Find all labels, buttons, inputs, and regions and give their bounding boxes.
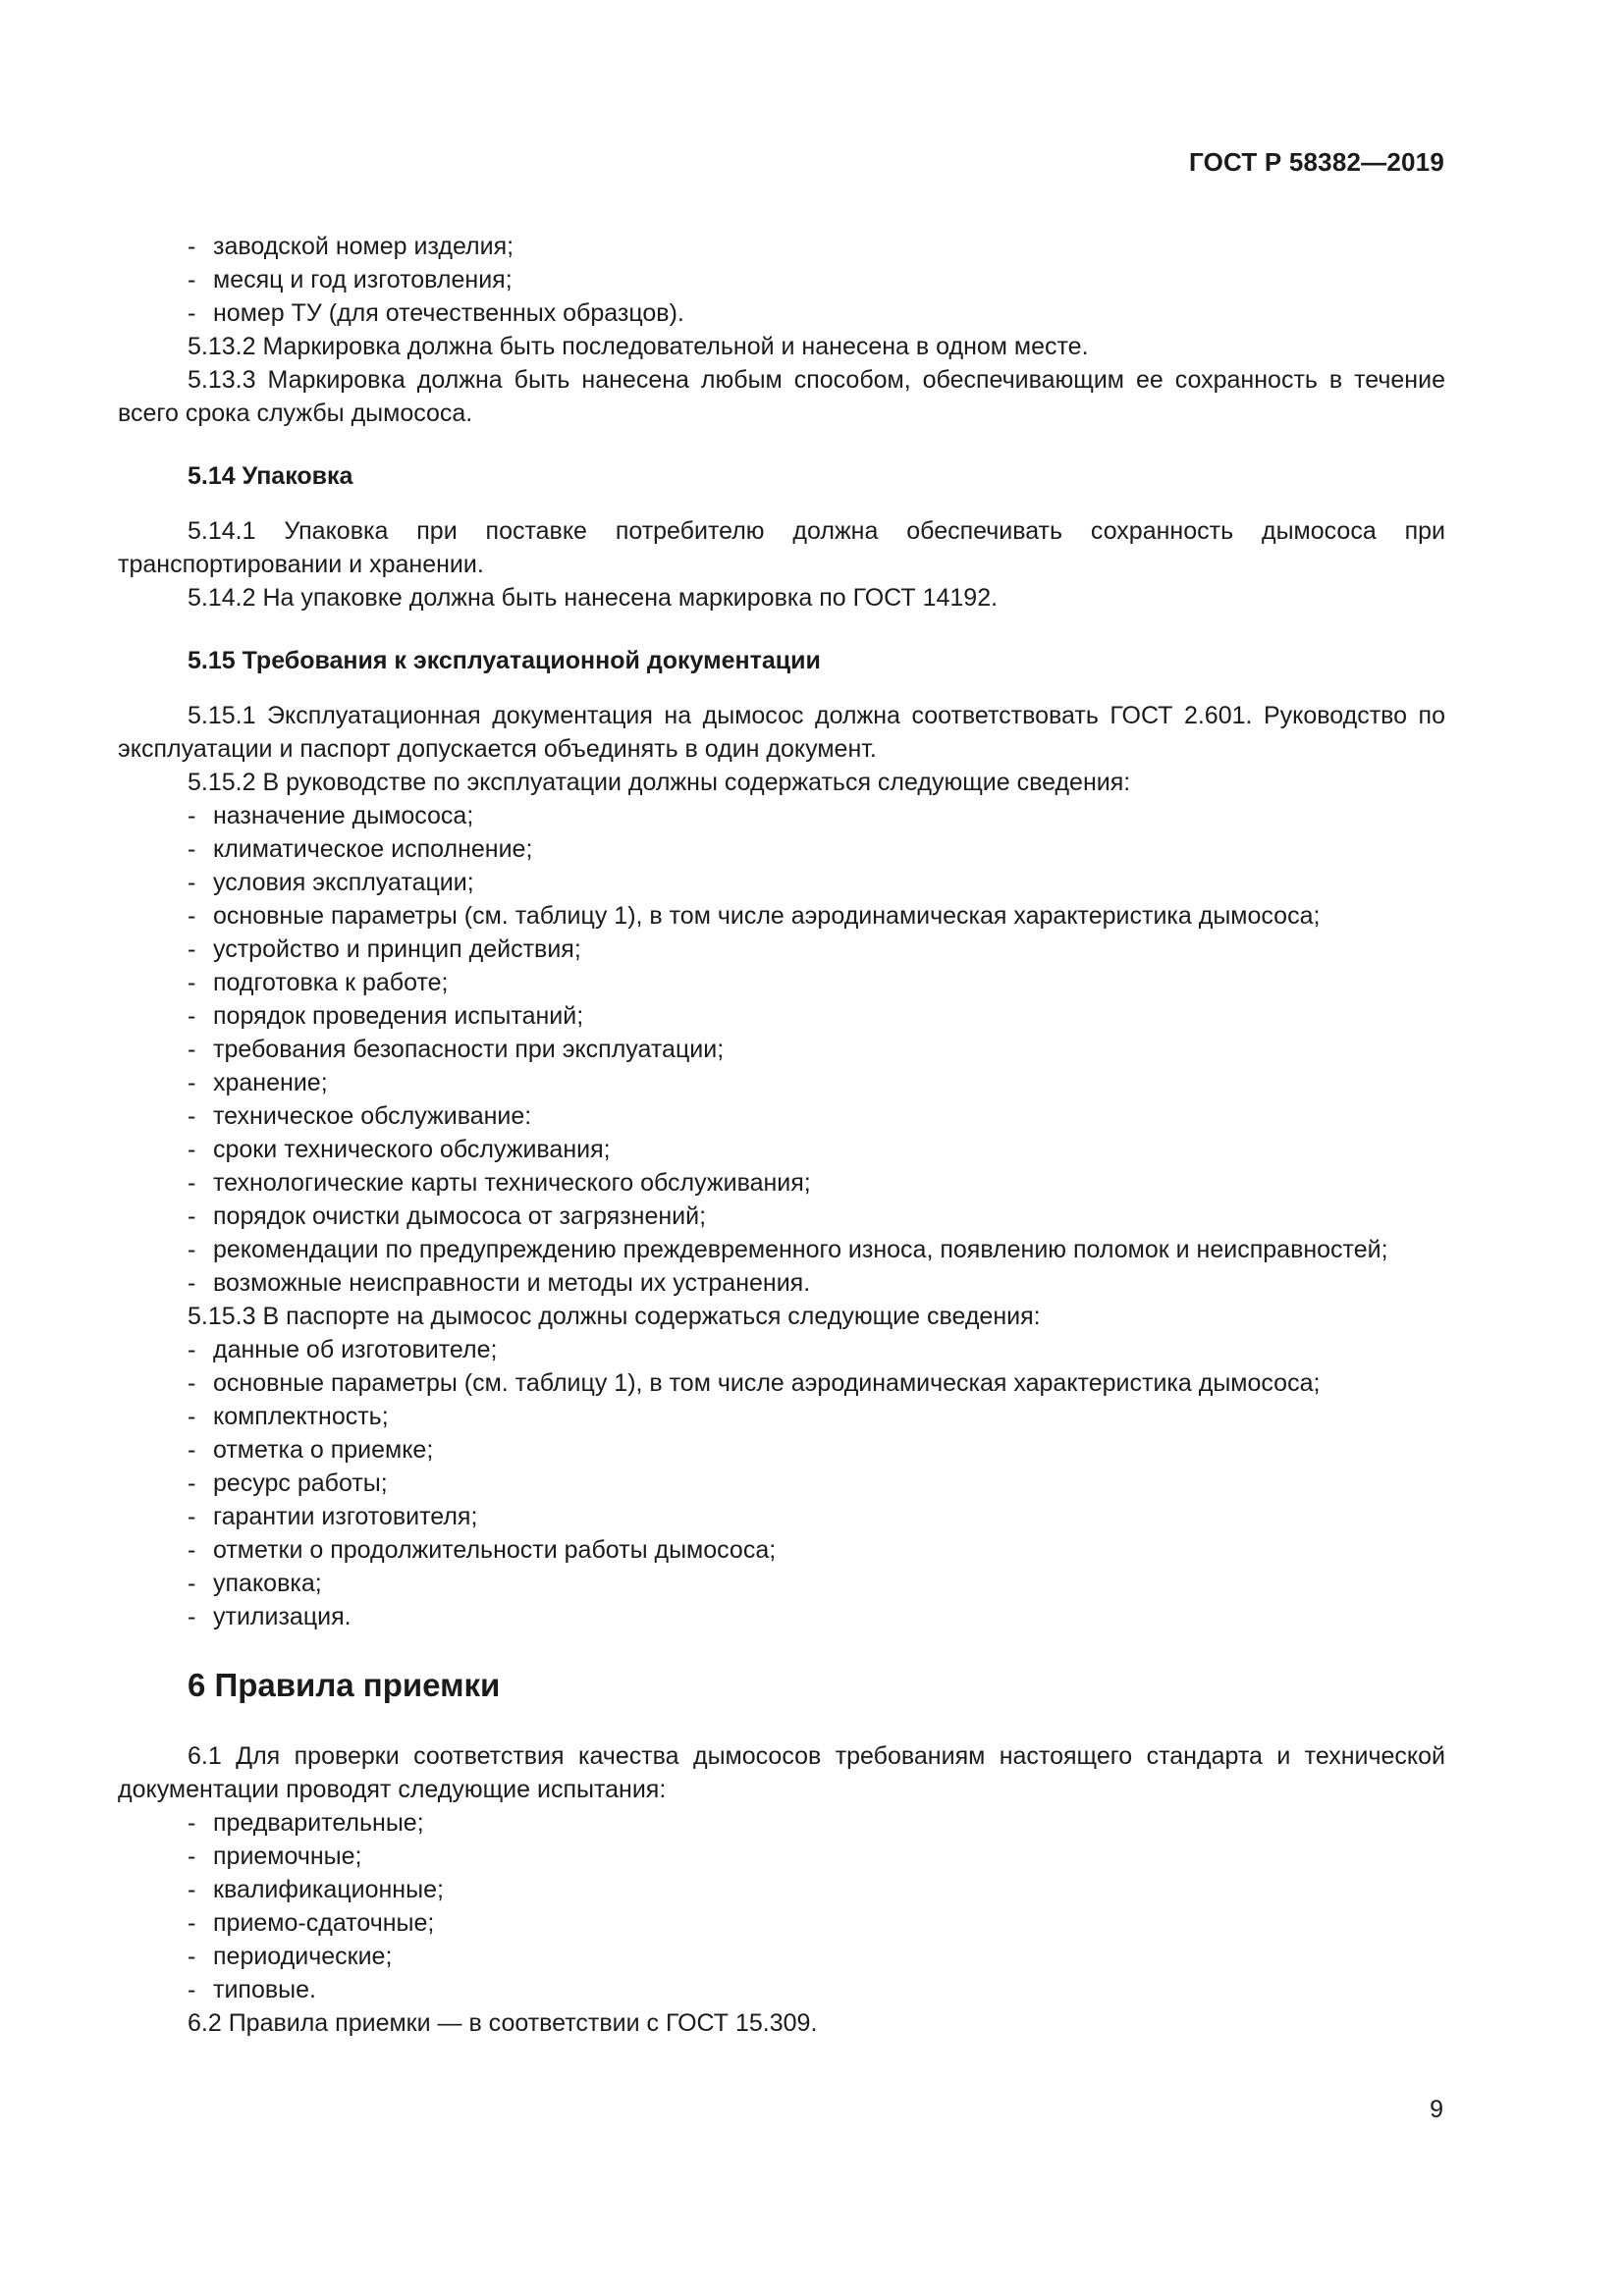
dash: - bbox=[188, 1403, 196, 1430]
dash: - bbox=[188, 1269, 196, 1297]
list-item: - квалификационные; bbox=[118, 1873, 1445, 1906]
dash: - bbox=[188, 1570, 196, 1597]
list-item: - техническое обслуживание: bbox=[118, 1099, 1445, 1133]
list-item: - основные параметры (см. таблицу 1), в том числе аэродинамическая характеристика дымососа; bbox=[118, 899, 1445, 933]
list-item: - устройство и принцип действия; bbox=[118, 933, 1445, 966]
list-item: - приемо-сдаточные; bbox=[118, 1906, 1445, 1940]
dash: - bbox=[188, 1236, 196, 1263]
dash: - bbox=[188, 1603, 196, 1630]
dash: - bbox=[188, 1976, 196, 2003]
document-id: ГОСТ Р 58382—2019 bbox=[1189, 147, 1444, 177]
dash: - bbox=[188, 869, 196, 896]
dash: - bbox=[188, 935, 196, 963]
dash: - bbox=[188, 1369, 196, 1397]
dash: - bbox=[188, 1169, 196, 1197]
list-item: - месяц и год изготовления; bbox=[118, 263, 1445, 296]
passport-contents-list bbox=[118, 1333, 1445, 1633]
list-item: - данные об изготовителе; bbox=[118, 1333, 1445, 1366]
dash: - bbox=[188, 299, 196, 327]
paragraph-5-15-3: 5.15.3 В паспорте на дымосос должны содержаться следующие сведения: bbox=[188, 1303, 1041, 1330]
dash: - bbox=[188, 1069, 196, 1096]
list-item: - подготовка к работе; bbox=[118, 966, 1445, 999]
dash: - bbox=[188, 233, 196, 260]
dash: - bbox=[188, 1336, 196, 1363]
dash: - bbox=[188, 1536, 196, 1564]
dash: - bbox=[188, 1469, 196, 1497]
dash: - bbox=[188, 1909, 196, 1937]
paragraph-5-13-2: 5.13.2 Маркировка должна быть последовательной и нанесена в одном месте. bbox=[188, 333, 1089, 360]
section-heading-5-14: 5.14 Упаковка bbox=[188, 462, 353, 490]
list-item: - гарантии изготовителя; bbox=[118, 1500, 1445, 1533]
dash: - bbox=[188, 1876, 196, 1903]
paragraph-5-14-2: 5.14.2 На упаковке должна быть нанесена маркировка по ГОСТ 14192. bbox=[188, 584, 999, 612]
list-item: - порядок очистки дымососа от загрязнений; bbox=[118, 1200, 1445, 1233]
dash: - bbox=[188, 802, 196, 829]
page-number: 9 bbox=[1430, 2096, 1443, 2123]
list-item: - отметки о продолжительности работы дымососа; bbox=[118, 1533, 1445, 1567]
dash: - bbox=[188, 1036, 196, 1063]
dash: - bbox=[188, 1436, 196, 1464]
list-item: - заводской номер изделия; bbox=[118, 230, 1445, 263]
paragraph-5-15-1: 5.15.1 Эксплуатационная документация на дымосос должна соответствовать ГОСТ 2.601. Руководство по эксплуатации и паспорт допускается объединять в один документ. bbox=[118, 702, 1445, 763]
list-item: - порядок проведения испытаний; bbox=[118, 999, 1445, 1033]
section-heading-5-15: 5.15 Требования к эксплуатационной документации bbox=[188, 647, 821, 674]
dash: - bbox=[188, 266, 196, 294]
list-item: - основные параметры (см. таблицу 1), в том числе аэродинамическая характеристика дымососа; bbox=[118, 1366, 1445, 1400]
dash: - bbox=[188, 1503, 196, 1530]
dash: - bbox=[188, 1002, 196, 1030]
paragraph-5-13-3: 5.13.3 Маркировка должна быть нанесена любым способом, обеспечивающим ее сохранность в течение всего срока службы дымососа. bbox=[118, 366, 1445, 427]
list-item: - хранение; bbox=[118, 1066, 1445, 1099]
tests-list bbox=[118, 1806, 1445, 2006]
list-item: - рекомендации по предупреждению преждевременного износа, появлению поломок и неисправностей; bbox=[118, 1233, 1445, 1266]
list-item: - утилизация. bbox=[118, 1600, 1445, 1633]
list-item: - климатическое исполнение; bbox=[118, 832, 1445, 866]
list-item: - периодические; bbox=[118, 1940, 1445, 1973]
paragraph-5-15-2: 5.15.2 В руководстве по эксплуатации должны содержаться следующие сведения: bbox=[188, 769, 1131, 796]
page-body bbox=[118, 230, 1445, 2040]
paragraph-6-1: 6.1 Для проверки соответствия качества дымососов требованиям настоящего стандарта и технической документации проводят следующие испытания: bbox=[118, 1742, 1445, 1803]
list-item: - приемочные; bbox=[118, 1840, 1445, 1873]
section-heading-6: 6 Правила приемки bbox=[188, 1667, 501, 1703]
dash: - bbox=[188, 835, 196, 863]
list-item: - технологические карты технического обслуживания; bbox=[118, 1166, 1445, 1200]
list-item: - отметка о приемке; bbox=[118, 1433, 1445, 1467]
list-item: - условия эксплуатации; bbox=[118, 866, 1445, 899]
dash: - bbox=[188, 1136, 196, 1163]
list-item: - типовые. bbox=[118, 1973, 1445, 2006]
list-item: - ресурс работы; bbox=[118, 1467, 1445, 1500]
list-item: - предварительные; bbox=[118, 1806, 1445, 1840]
paragraph-5-14-1: 5.14.1 Упаковка при поставке потребителю должна обеспечивать сохранность дымососа при транспортировании и хранении. bbox=[118, 517, 1445, 578]
dash: - bbox=[188, 1943, 196, 1970]
dash: - bbox=[188, 902, 196, 930]
paragraph-6-2: 6.2 Правила приемки — в соответствии с ГОСТ 15.309. bbox=[188, 2009, 818, 2037]
list-item: - упаковка; bbox=[118, 1567, 1445, 1600]
dash: - bbox=[188, 1202, 196, 1230]
list-item: - номер ТУ (для отечественных образцов). bbox=[118, 296, 1445, 330]
list-item: - требования безопасности при эксплуатации; bbox=[118, 1033, 1445, 1066]
dash: - bbox=[188, 969, 196, 996]
dash: - bbox=[188, 1102, 196, 1130]
list-item: - комплектность; bbox=[118, 1400, 1445, 1433]
dash: - bbox=[188, 1809, 196, 1837]
list-item: - назначение дымососа; bbox=[118, 799, 1445, 832]
marking-list bbox=[118, 230, 1445, 330]
list-item: - возможные неисправности и методы их устранения. bbox=[118, 1266, 1445, 1300]
dash: - bbox=[188, 1842, 196, 1870]
list-item: - сроки технического обслуживания; bbox=[118, 1133, 1445, 1166]
manual-contents-list bbox=[118, 799, 1445, 1300]
